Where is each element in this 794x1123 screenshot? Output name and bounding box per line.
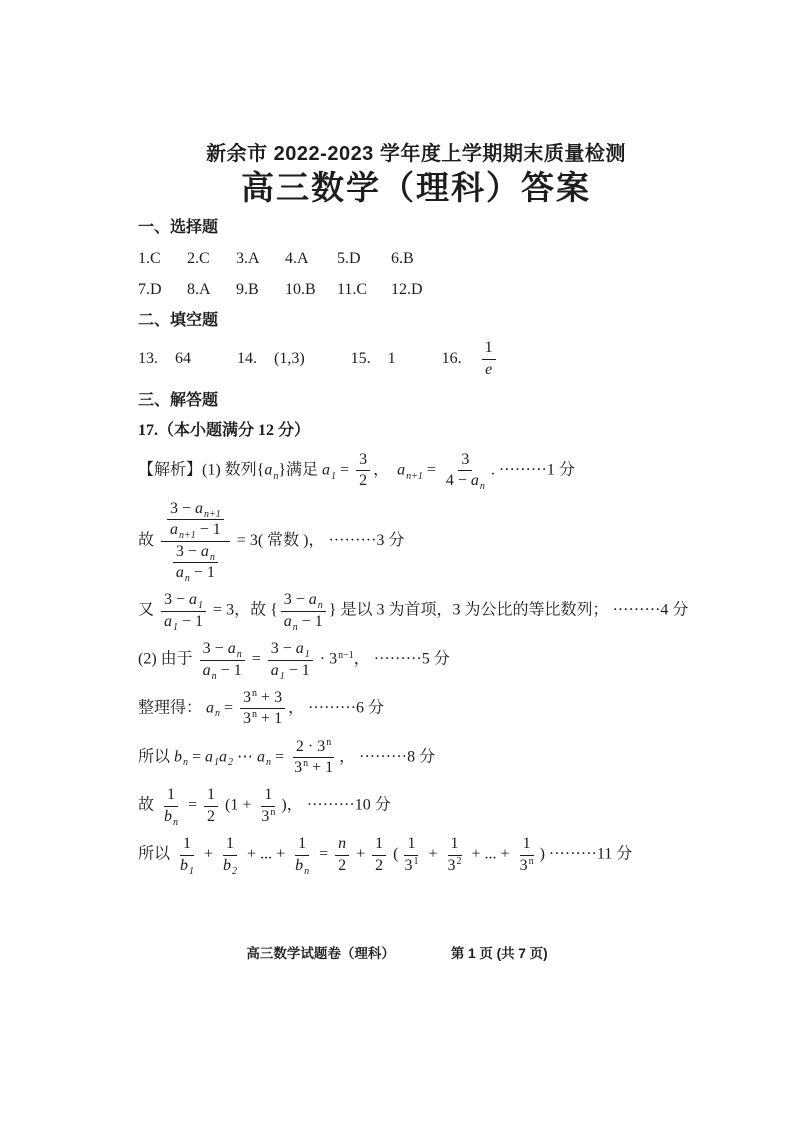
choice-answer: 6.B [391,250,414,267]
fraction-numerator [335,835,349,855]
formula-text: ) ·········11 分 [539,845,633,863]
blank-answer-number: 14. [237,350,257,367]
formula-text: 1 [167,786,176,804]
fraction-numerator [404,835,418,855]
formula-vsub: n [209,551,215,563]
choice-answer-row [138,279,734,301]
fraction-numerator [356,451,370,471]
formula-text: + [352,845,370,863]
choice-answer: 4.A [285,250,309,267]
formula-text: 3 [243,710,252,728]
fraction [291,738,336,778]
fraction-denominator [258,807,278,826]
choice-answer: 5.D [337,250,361,267]
fraction-denominator [281,612,326,631]
exam-subtitle: 新余市 2022-2023 学年度上学期期末质量检测 [206,143,626,165]
fraction-denominator [292,856,312,875]
formula-text: 1 [450,835,459,853]
fraction [167,500,224,540]
formula-text: 1 [387,350,396,367]
fraction [517,835,537,875]
formula-text: − 1 [216,661,242,679]
formula-vit: a [397,461,406,479]
formula-vsup: n [270,806,276,818]
blank-answer-number: 13. [138,350,158,367]
formula-vsup: n [303,758,309,770]
fraction-denominator [173,563,218,582]
formula-text: 4 − [445,472,471,490]
fraction [200,640,245,680]
formula-text: 1 [226,835,235,853]
formula-text: + [424,845,442,863]
formula-text: 3 − [270,640,296,658]
fraction [161,591,206,631]
formula-vit: b [174,748,183,766]
blank-answer-number: 16. [441,350,462,367]
formula-text: + 1 [308,759,334,777]
formula-text: 3 − [175,542,201,560]
formula-text: + ... + [467,845,514,863]
fraction-numerator [295,835,309,855]
fraction-numerator [204,786,218,806]
formula-text: 2 [359,472,368,490]
formula-vit: a [219,748,228,766]
formula-text: = 3( 常数 )， ·········3 分 [232,531,405,549]
formula-vsub: n [173,816,179,828]
formula-vsub: n [215,708,221,720]
formula-vit: a [189,591,198,609]
choice-answer-row [138,248,734,270]
blank-answer-item [138,350,191,368]
blank-answer-row [138,337,734,381]
solution-line [138,640,734,680]
fraction-denominator [167,520,224,542]
formula-text: + 1 [257,710,283,728]
fraction [445,835,465,875]
fraction-denominator [372,856,386,875]
formula-text: = 3，故 { [209,601,278,619]
formula-vit: a [164,612,173,630]
formula-vsub: n [266,757,272,769]
formula-text: − 1 [189,563,215,581]
solution-line [138,591,734,631]
formula-text: 1 [484,339,493,357]
formula-vit: a [322,461,331,479]
fraction [443,451,488,491]
fraction-numerator [161,500,230,542]
fraction-numerator [520,835,534,855]
fraction-numerator [372,835,386,855]
formula-text: 1 [375,835,384,853]
formula-vsub: n [273,470,279,482]
choice-answer: 7.D [138,281,162,298]
formula-text: 3 [359,451,368,468]
solution-line [138,786,734,826]
formula-text: 3 [243,688,252,706]
fraction [173,543,218,583]
fraction-numerator [161,591,206,611]
fraction [204,786,218,826]
formula-vit: a [227,640,236,658]
fraction [240,689,285,729]
formula-vit: a [308,591,317,609]
blank-answer-value [175,350,191,368]
formula-text: 所以 [138,845,175,863]
fraction [177,835,197,875]
formula-text: (1 + [221,797,256,815]
solution-line [138,451,734,491]
formula-text: − 1 [195,521,221,539]
fraction-numerator [448,835,462,855]
solution-line [138,689,734,729]
formula-vsub: n+1 [406,470,423,482]
blank-answer-item [351,350,396,368]
formula-text: 2 [207,807,216,825]
formula-vit: b [164,807,173,825]
formula-text: } 是以 3 为首项，3 为公比的等比数列； ·········4 分 [328,601,689,619]
formula-vit: a [257,748,266,766]
fraction [220,835,240,875]
formula-vsub: n [236,649,242,661]
fraction-denominator [443,471,488,493]
formula-text: + ... + [243,845,290,863]
formula-text: 1 [207,786,216,804]
solution-steps [138,451,734,875]
formula-text: (1,3) [274,350,305,367]
fraction [161,786,181,826]
formula-vsub: 1 [189,865,195,877]
fraction-numerator [261,786,275,806]
formula-text: 3 [519,856,528,874]
formula-text: 3 [261,807,270,825]
formula-vsub: 1 [279,670,285,682]
formula-text: ， ·········5 分 [353,650,450,668]
fraction-denominator [401,856,421,875]
formula-vsub: n [211,670,217,682]
fraction-numerator [458,451,472,471]
blank-answer-value [479,339,499,379]
formula-text: · 3 [315,650,338,668]
formula-vsub: 1 [331,470,337,482]
formula-text: 1 [407,835,416,853]
fraction-denominator [167,542,224,583]
formula-text: − 1 [178,612,204,630]
formula-vit: a [295,640,304,658]
formula-vit: a [205,748,214,766]
formula-text: − 1 [297,612,323,630]
formula-text: (2) 由于 [138,650,197,668]
fraction [281,591,326,631]
formula-text: ， ·········8 分 [339,748,436,766]
fraction-denominator [161,612,206,631]
exam-title: 高三数学（理科）答案 [241,169,591,206]
formula-text: 又 [138,601,159,619]
fraction-numerator [180,835,194,855]
formula-vsub: n+1 [204,508,221,520]
formula-text: = [315,845,333,863]
formula-vit: b [180,856,189,874]
formula-vit: e [485,360,493,378]
formula-text: 所以 [138,748,175,766]
choice-answer: 9.B [236,281,259,298]
formula-vit: b [295,856,304,874]
fraction-numerator [164,786,178,806]
fraction-denominator [482,360,495,379]
formula-text: ， [373,461,398,479]
formula-vit: a [283,612,292,630]
formula-text: 【解析】(1) 数列{ [138,461,265,479]
formula-vsub: n [292,621,298,633]
formula-vsub: n [183,757,189,769]
formula-text: = [422,461,440,479]
formula-text: 3 − [283,591,309,609]
fraction-denominator [356,471,370,490]
section-heading-choice: 一、选择题 [138,219,219,236]
solution-line [138,500,734,583]
fraction [335,835,349,875]
formula-vit: a [206,699,215,717]
formula-vsub: 1 [198,600,204,612]
footer-paper-name: 高三数学试题卷（理科） [246,946,395,961]
choice-answer: 11.C [337,281,368,298]
formula-vit: a [170,521,179,539]
formula-text: 1 [522,835,531,853]
formula-vit: a [175,563,184,581]
fraction-numerator [268,640,313,660]
formula-vsup: 1 [413,855,419,867]
formula-vsub: n [304,865,310,877]
formula-vsub: n [317,600,323,612]
formula-vit: a [195,499,204,517]
formula-vsub: n [479,481,485,493]
formula-text: 3 − [202,640,228,658]
formula-vsub: n+1 [179,530,196,542]
formula-text: = [247,650,265,668]
fraction [292,835,312,875]
formula-text: 3 [294,759,303,777]
fraction [258,786,278,826]
formula-vsub: 2 [228,757,234,769]
fraction-denominator [291,758,336,777]
formula-text: ⋯ [233,748,258,766]
formula-text: 3 [447,856,456,874]
formula-vit: a [202,661,211,679]
formula-text: 3 − [170,499,196,517]
blank-answer-number: 15. [350,350,371,367]
fraction [482,339,496,379]
formula-vit: a [200,542,209,560]
fraction-numerator [200,640,245,660]
choice-answer: 12.D [391,281,423,298]
formula-text: ， ·········6 分 [288,699,385,717]
choice-answer: 1.C [138,250,161,267]
section-heading-blank: 二、填空题 [138,312,219,329]
blank-answer-item [442,339,499,379]
formula-vsub: 1 [173,621,179,633]
fraction-denominator [335,856,349,875]
solution-line [138,738,734,778]
formula-text: = [271,748,289,766]
fraction [356,451,370,491]
fraction-denominator [268,661,313,680]
formula-vsub: n [184,572,190,584]
formula-text: }满足 [278,461,323,479]
formula-vsub: 1 [214,757,220,769]
formula-text: 1 [264,786,273,804]
formula-vsup: n [252,709,258,721]
choice-answer: 8.A [187,281,211,298]
footer-page-number: 第 1 页 (共 7 页) [450,946,548,961]
fraction [372,835,386,875]
blank-answer-item [237,350,305,368]
choice-answer: 2.C [187,250,210,267]
formula-vsup: n [252,687,258,699]
formula-text: 64 [175,350,191,367]
formula-vit: a [270,661,279,679]
section-heading-answer: 三、解答题 [138,392,219,409]
fraction-denominator [220,856,240,875]
fraction-numerator [173,543,218,563]
formula-text: = [188,748,206,766]
fraction-numerator [223,835,237,855]
fraction-numerator [293,738,334,758]
formula-text: = [336,461,354,479]
formula-text: 3 [461,451,470,468]
formula-text: 2 · 3 [295,737,326,755]
question-17-heading: 17.（本小题满分 12 分） [138,422,311,439]
fraction-denominator [517,856,537,875]
formula-text: 1 [183,835,192,853]
formula-text: 2 [375,856,384,874]
formula-text: 2 [338,856,347,874]
formula-text: 1 [298,835,307,853]
formula-vsup: n−1 [338,649,354,661]
formula-text: . ·········1 分 [490,461,575,479]
formula-vit: b [223,856,232,874]
fraction-numerator [167,500,224,520]
formula-text: 整理得： [138,699,207,717]
formula-text: + [200,845,218,863]
formula-vit: n [338,835,347,853]
fraction-denominator [161,807,181,826]
formula-text: 3 − [164,591,190,609]
formula-text: + 3 [257,688,283,706]
formula-text: = [184,797,202,815]
blank-answer-value [274,350,305,368]
page-footer [0,942,794,962]
formula-text: = [220,699,238,717]
formula-text: 故 [138,797,159,815]
formula-vsup: n [326,736,332,748]
formula-vit: a [470,472,479,490]
formula-vsub: 1 [304,649,310,661]
formula-vit: a [264,461,273,479]
formula-vsub: 2 [232,865,238,877]
fraction-numerator [482,339,496,359]
choice-answer: 10.B [285,281,316,298]
choice-answer: 3.A [236,250,260,267]
fraction [161,500,230,583]
fraction-denominator [200,661,245,680]
fraction-denominator [240,709,285,728]
choice-answer-rows [138,248,734,301]
formula-text: − 1 [284,661,310,679]
solution-line [138,835,734,875]
fraction-denominator [204,807,218,826]
fraction-denominator [445,856,465,875]
formula-vsup: n [528,855,534,867]
fraction [268,640,313,680]
formula-text: )， ·········10 分 [281,797,391,815]
fraction [401,835,421,875]
fraction-denominator [177,856,197,875]
fraction-numerator [240,689,285,709]
formula-vsup: 2 [456,855,462,867]
formula-text: 故 [138,531,159,549]
formula-text: ( [389,845,399,863]
formula-text: 3 [404,856,413,874]
fraction-numerator [281,591,326,611]
blank-answer-value [388,350,396,368]
